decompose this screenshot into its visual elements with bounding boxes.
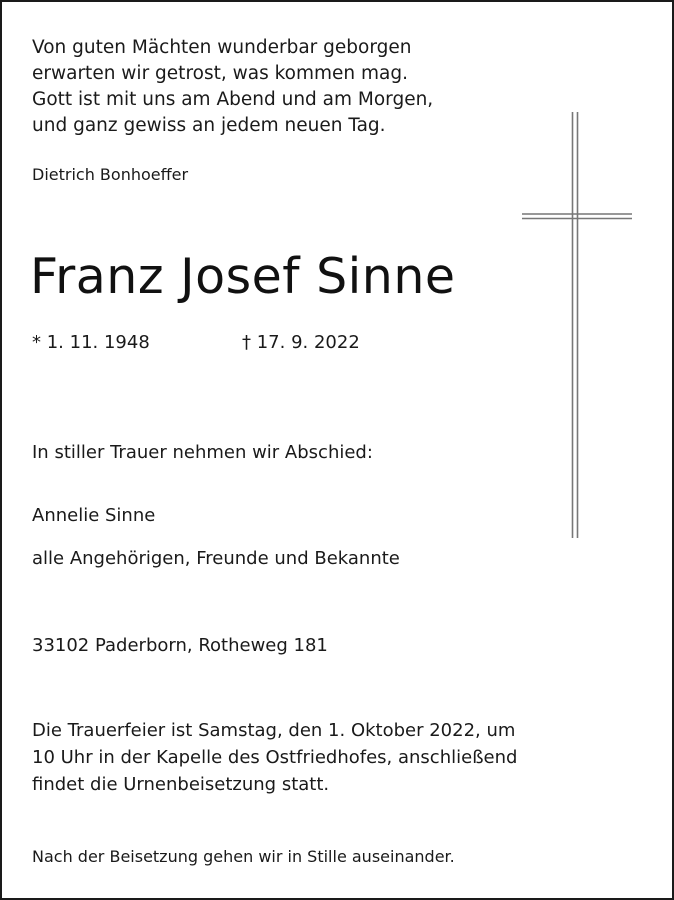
birth-date: * 1. 11. 1948 [32, 332, 150, 353]
relatives-line: alle Angehörigen, Freunde und Bekannte [32, 548, 400, 569]
life-dates [32, 332, 360, 353]
cross-icon [522, 112, 634, 542]
poem-line-3: Gott ist mit uns am Abend und am Morgen, [32, 89, 434, 110]
mourning-intro: In stiller Trauer nehmen wir Abschied: [32, 442, 373, 463]
poem-author: Dietrich Bonhoeffer [32, 165, 189, 184]
poem-line-1: Von guten Mächten wunderbar geborgen [32, 37, 412, 58]
service-info [32, 717, 517, 798]
closing-note: Nach der Beisetzung gehen wir in Stille auseinander. [32, 847, 455, 866]
service-line-2: 10 Uhr in der Kapelle des Ostfriedhofes, anschließend [32, 747, 518, 768]
address-line: 33102 Paderborn, Rotheweg 181 [32, 635, 328, 656]
death-date: † 17. 9. 2022 [242, 332, 360, 353]
poem-line-4: und ganz gewiss an jedem neuen Tag. [32, 115, 386, 136]
mourner-name: Annelie Sinne [32, 505, 156, 526]
service-line-1: Die Trauerfeier ist Samstag, den 1. Oktober 2022, um [32, 720, 516, 741]
deceased-name: Franz Josef Sinne [30, 248, 456, 305]
bonhoeffer-poem [32, 35, 433, 139]
poem-line-2: erwarten wir getrost, was kommen mag. [32, 63, 408, 84]
service-line-3: findet die Urnenbeisetzung statt. [32, 774, 330, 795]
